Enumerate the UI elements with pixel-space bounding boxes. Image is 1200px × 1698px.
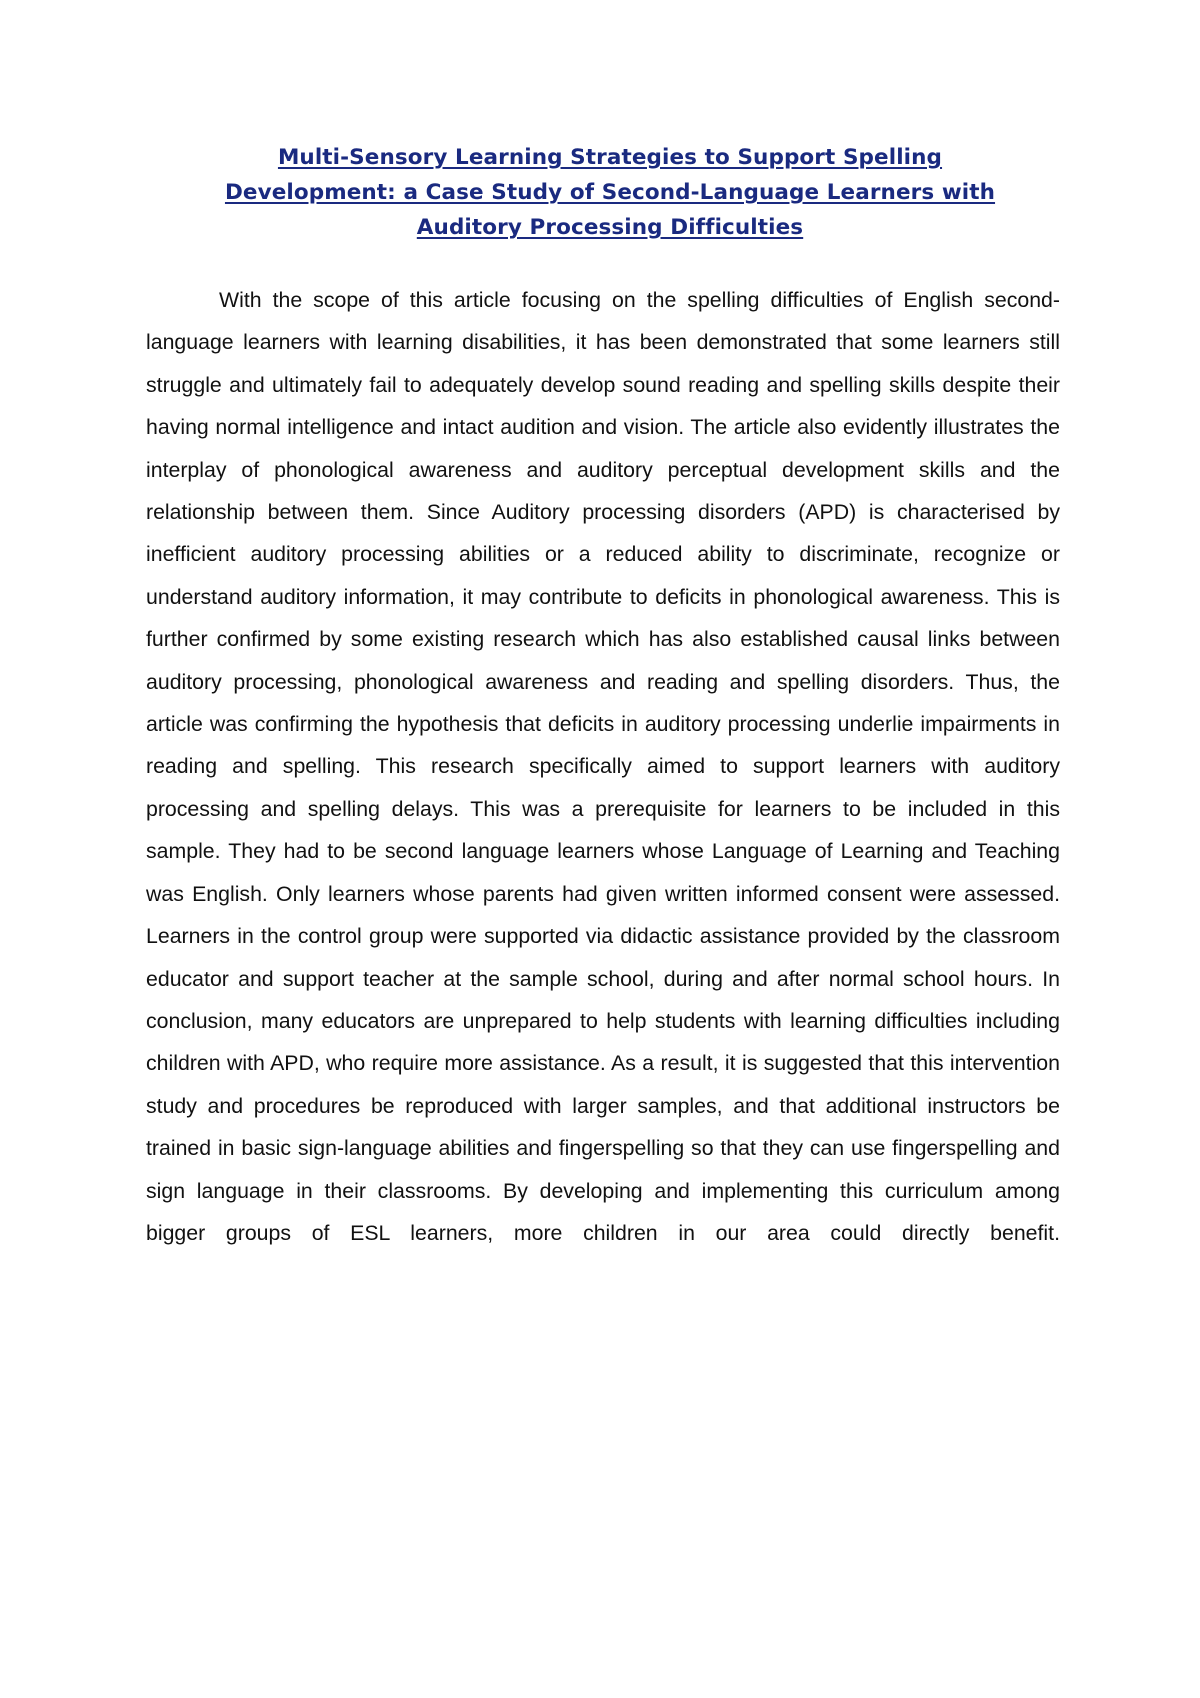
body-paragraph: With the scope of this article focusing on the spelling difficulties of English second-language learners with learning disabilities, it has been demonstrated that some learners still struggle and ultimately fail to adequately develop sound reading and spelling skills despite their having normal intelligence and intact audition and vision. The article also evidently illustrates the interplay of phonological awareness and auditory perceptual development skills and the relationship between them. Since Auditory processing disorders (APD) is characterised by inefficient auditory processing abilities or a reduced ability to discriminate, recognize or understand auditory information, it may contribute to deficits in phonological awareness. This is further confirmed by some existing research which has also established causal links between auditory processing, phonological awareness and reading and spelling disorders. Thus, the article was confirming the hypothesis that deficits in auditory processing underlie impairments in reading and spelling. This research specifically aimed to support learners with auditory processing and spelling delays. This was a prerequisite for learners to be included in this sample. They had to be second language learners whose Language of Learning and Teaching was English. Only learners whose parents had given written informed consent were assessed. Learners in the control group were supported via didactic assistance provided by the classroom educator and support teacher at the sample school, during and after normal school hours. In conclusion, many educators are unprepared to help students with learning difficulties including children with APD, who require more assistance. As a result, it is suggested that this intervention study and procedures be reproduced with larger samples, and that additional instructors be trained in basic sign-language abilities and fingerspelling so that they can use fingerspelling and sign language in their classrooms. By developing and implementing this curriculum among bigger groups of ESL learners, more children in our area could directly benefit. xyxy=(146,288,1060,1245)
title-line-2: Development: a Case Study of Second-Language Learners with xyxy=(224,180,996,205)
title-line-1: Multi-Sensory Learning Strategies to Support Spelling xyxy=(277,145,943,170)
document-title xyxy=(145,140,1075,245)
title-line-3: Auditory Processing Difficulties xyxy=(416,215,804,240)
